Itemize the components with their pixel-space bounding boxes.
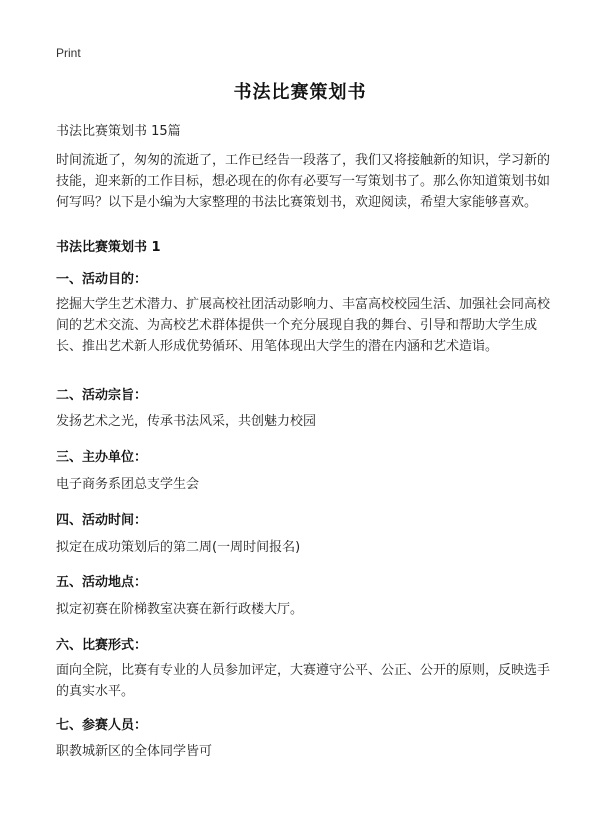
section-body-organizer: 电子商务系团总支学生会 — [56, 477, 200, 492]
section-heading-purpose: 一、活动目的： — [56, 272, 148, 287]
section-body-location: 拟定初赛在阶梯教室决赛在新行政楼大厅。 — [56, 602, 304, 617]
section-body-participants: 职教城新区的全体同学皆可 — [56, 744, 213, 759]
intro-paragraph: 时间流逝了，匆匆的流逝了，工作已经告一段落了，我们又将接触新的知识，学习新的技能，迎来新的工作目标，想必现在的你有必要写一写策划书了。那么你知道策划书如何写吗？以下是小编为大家整理的书法比赛策划书，欢迎阅读，希望大家能够喜欢。 — [56, 153, 551, 210]
section-body-purpose: 挖掘大学生艺术潜力、扩展高校社团活动影响力、丰富高校校园生活、加强社会同高校间的艺术交流、为高校艺术群体提供一个充分展现自我的舞台、引导和帮助大学生成长、推出艺术新人形成优势循环、用笔体现出大学生的潜在内涵和艺术造诣。 — [56, 297, 551, 354]
section-heading-location: 五、活动地点： — [56, 575, 148, 590]
document-title: 书法比赛策划书 — [233, 82, 367, 103]
plan-heading: 书法比赛策划书 1 — [56, 240, 161, 255]
section-body-format: 面向全院，比赛有专业的人员参加评定，大赛遵守公平、公正、公开的原则，反映选手的真实水平。 — [56, 663, 551, 699]
print-label[interactable]: Print — [56, 46, 81, 60]
section-heading-format: 六、比赛形式： — [56, 638, 148, 653]
section-heading-time: 四、活动时间： — [56, 513, 148, 528]
section-heading-aim: 二、活动宗旨： — [56, 388, 148, 403]
section-body-time: 拟定在成功策划后的第二周(一周时间报名) — [56, 540, 301, 555]
section-body-aim: 发扬艺术之光，传承书法风采，共创魅力校园 — [56, 414, 317, 429]
section-heading-organizer: 三、主办单位： — [56, 450, 148, 465]
document-subtitle: 书法比赛策划书 15篇 — [56, 124, 181, 139]
section-heading-participants: 七、参赛人员： — [56, 718, 148, 733]
